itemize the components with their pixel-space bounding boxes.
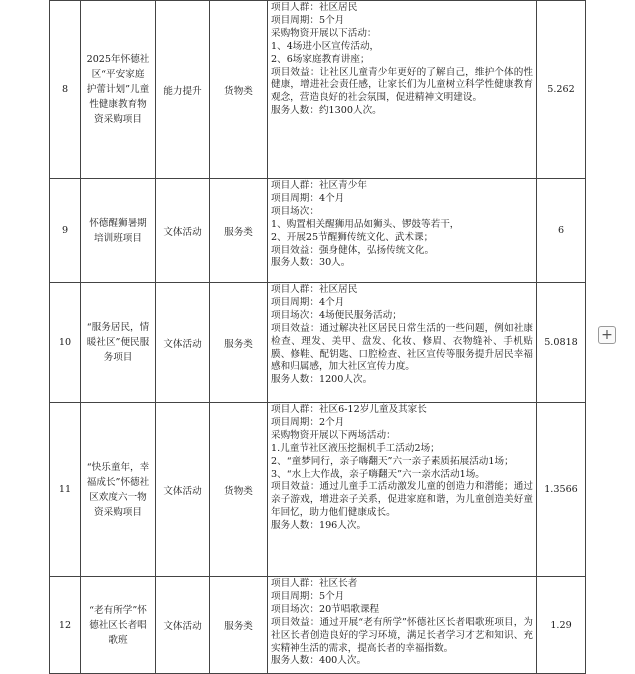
- description-line: 项目人群：社区青少年: [271, 180, 367, 191]
- description-line: 项目效益：通过解决社区居民日常生活的一些问题，例如社康检查、理发、美甲、盘发、化妆、修眉、衣物缝补、手机贴膜、修鞋、配钥匙、口腔检查、社区宣传等服务提升居民幸福感和归属感，加大社区宣传力度。: [271, 322, 533, 373]
- project-amount: 1.29: [537, 577, 586, 674]
- project-category: 服务类: [210, 577, 268, 674]
- project-name: “快乐童年，幸福成长”怀德社区欢度六一物资采购项目: [81, 403, 156, 577]
- table-row: [50, 1, 586, 179]
- description-line: 项目人群：社区居民: [271, 284, 358, 295]
- description-line: 项目效益：通过开展“老有所学”怀德社区长者唱歌班项目，为社区长者创造良好的学习环境，满足长者学习才艺和知识、充实精神生活的需求，提高长者的幸福指数。: [271, 616, 533, 654]
- project-name: 2025年怀德社区“平安家庭 护蕾计划”儿童性健康教育物资采购项目: [81, 1, 156, 179]
- description-line: 项目周期：4个月: [271, 192, 345, 204]
- project-table-page: [49, 0, 585, 674]
- description-line: 1.儿童节社区液压挖掘机手工活动2场；: [271, 442, 440, 454]
- table-row: [50, 403, 586, 577]
- description-line: 1、4场进小区宣传活动，: [271, 40, 380, 52]
- project-description: [268, 577, 537, 674]
- table-row: [50, 283, 586, 403]
- description-line: 2、“童梦同行，亲子嗨翻天”六一亲子素质拓展活动1场；: [271, 455, 514, 467]
- project-description: [268, 403, 537, 577]
- description-line: 项目人群：社区6-12岁儿童及其家长: [271, 404, 427, 415]
- project-type: 文体活动: [156, 577, 210, 674]
- add-row-button[interactable]: +: [598, 326, 616, 344]
- description-line: 项目场次：20节唱歌课程: [271, 603, 380, 615]
- description-line: 项目人群：社区长者: [271, 578, 358, 589]
- description-line: 项目人群：社区居民: [271, 2, 358, 13]
- project-name: “服务居民，情暖社区”便民服务项目: [81, 283, 156, 403]
- description-line: 项目周期：2个月: [271, 416, 345, 428]
- description-line: 项目周期：4个月: [271, 296, 345, 308]
- description-line: 服务人数：30人。: [271, 257, 351, 269]
- description-line: 项目效益：让社区儿童青少年更好的了解自己，维护个体的性健康，增进社会责任感，让家长们为儿童树立科学性健康教育观念，营造良好的社会氛围，促进精神文明建设。: [271, 66, 533, 104]
- row-number: 11: [50, 403, 81, 577]
- project-amount: 5.0818: [537, 283, 586, 403]
- table-row: [50, 179, 586, 283]
- description-line: 项目场次：4场便民服务活动；: [271, 309, 402, 321]
- description-line: 项目效益：强身健体，弘扬传统文化。: [271, 244, 435, 256]
- project-description: [268, 1, 537, 179]
- description-line: 项目周期：5个月: [271, 14, 345, 26]
- description-line: 项目周期：5个月: [271, 590, 345, 602]
- project-amount: 1.3566: [537, 403, 586, 577]
- project-description: [268, 283, 537, 403]
- project-name: 怀德醒狮暑期培训班项目: [81, 179, 156, 283]
- project-table: [49, 0, 586, 674]
- description-line: 项目效益：通过儿童手工活动激发儿童的创造力和潜能；通过亲子游戏，增进亲子关系，促进家庭和谐，为儿童创造美好童年回忆，助力他们健康成长。: [271, 481, 533, 519]
- description-line: 服务人数：1200人次。: [271, 374, 373, 386]
- description-line: 服务人数：196人次。: [271, 520, 367, 532]
- row-number: 8: [50, 1, 81, 179]
- project-amount: 5.262: [537, 1, 586, 179]
- project-type: 文体活动: [156, 403, 210, 577]
- project-category: 货物类: [210, 403, 268, 577]
- project-category: 服务类: [210, 179, 268, 283]
- row-number: 10: [50, 283, 81, 403]
- description-line: 3、“水上大作战，亲子嗨翻天”六一亲水活动1场。: [271, 468, 485, 480]
- project-category: 货物类: [210, 1, 268, 179]
- project-category: 服务类: [210, 283, 268, 403]
- project-name: “老有所学”怀德社区长者唱歌班: [81, 577, 156, 674]
- table-row: [50, 577, 586, 674]
- project-description: [268, 179, 537, 283]
- row-number: 9: [50, 179, 81, 283]
- description-line: 服务人数：400人次。: [271, 655, 367, 667]
- description-line: 2、开展25节醒狮传统文化、武术课；: [271, 231, 434, 243]
- description-line: 采购物资开展以下两场活动：: [271, 429, 396, 441]
- project-type: 文体活动: [156, 283, 210, 403]
- description-line: 项目场次：: [271, 205, 319, 217]
- project-type: 能力提升: [156, 1, 210, 179]
- row-number: 12: [50, 577, 81, 674]
- description-line: 2、6场家庭教育讲座；: [271, 53, 370, 65]
- project-type: 文体活动: [156, 179, 210, 283]
- description-line: 采购物资开展以下活动：: [271, 27, 377, 39]
- project-amount: 6: [537, 179, 586, 283]
- description-line: 服务人数：约1300人次。: [271, 105, 382, 117]
- description-line: 1、购置相关醒狮用品如狮头、锣鼓等若干，: [271, 218, 460, 230]
